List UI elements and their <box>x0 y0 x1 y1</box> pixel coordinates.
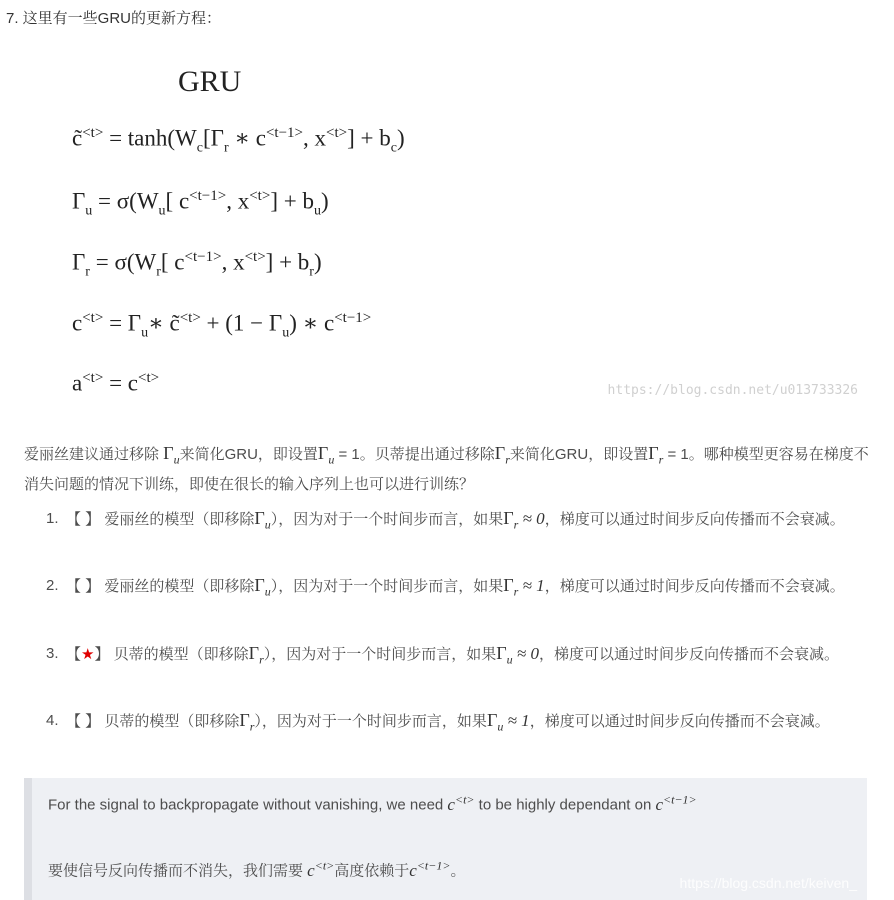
option-4[interactable]: 4. 【 】 贝蒂的模型（即移除$\Gamma_r$），因为对于一个时间步而言，如果$\Gamma_u \approx 1$，梯度可以通过时间步反向传播而不会衰减。 <box>46 710 830 734</box>
equation-update-gate: $\Gamma_u = \sigma(W_u$[ $c^{<t-1>}$, $x^{<t>}] + b_u$) <box>72 188 329 219</box>
option-2[interactable]: 2. 【 】 爱丽丝的模型（即移除$\Gamma_u$），因为对于一个时间步而言，如果$\Gamma_r \approx 1$，梯度可以通过时间步反向传播而不会衰减。 <box>46 575 845 599</box>
question-header: 7. 这里有一些GRU的更新方程： <box>6 10 222 27</box>
equations-title: GRU <box>178 65 242 98</box>
equation-memory-cell: $c^{<t>}$ = $\Gamma_u∗$ c̃$^{<t>}$ + $(1 - \Gamma_u)$ ∗ $c^{<t-1>}$ <box>72 310 372 341</box>
equation-relevance-gate: $\Gamma_r = \sigma(W_r$[ $c^{<t-1>}$, $x^{<t>}] + b_r$) <box>72 249 322 280</box>
option-3-correct[interactable]: 3. 【★】 贝蒂的模型（即移除$\Gamma_r$），因为对于一个时间步而言，如果$\Gamma_u \approx 0$，梯度可以通过时间步反向传播而不会衰减。 <box>46 643 840 667</box>
explanation-blockquote <box>24 778 867 900</box>
explanation-english: For the signal to backpropagate without vanishing, we need $c^{<t>}$ to be highly dependant on $c^{<t-1>}$ <box>48 792 697 814</box>
explanation-chinese: 要使信号反向传播而不消失，我们需要 $c^{<t>}$高度依赖于$c^{<t-1>}$。 <box>48 858 466 880</box>
option-1[interactable]: 1. 【 】 爱丽丝的模型（即移除$\Gamma_u$），因为对于一个时间步而言，如果$\Gamma_r \approx 0$，梯度可以通过时间步反向传播而不会衰减。 <box>46 508 845 532</box>
equation-activation: $a^{<t>} = c^{<t>}$ <box>72 370 160 396</box>
star-icon: ★ <box>81 646 95 663</box>
image-watermark: https://blog.csdn.net/u013733326 <box>607 383 858 398</box>
question-stem: 爱丽丝建议通过移除 $\Gamma_u$来简化GRU，即设置$\Gamma_u = 1$。贝蒂提出通过移除$\Gamma_r$来简化GRU，即设置$\Gamma_r = 1$。哪种模型更容易在梯度不消失问题的情况下训练，即使在很长的输入序列上也可以进行训练？ <box>24 443 869 494</box>
page-watermark: https://blog.csdn.net/keiven_ <box>679 875 857 891</box>
gru-equations-image <box>60 55 870 410</box>
equation-candidate: c̃$^{<t>}$ = $\tanh(W_c[\Gamma_r$ ∗ $c^{<t-1>}$, $x^{<t>}] + b_c$) <box>72 125 405 156</box>
